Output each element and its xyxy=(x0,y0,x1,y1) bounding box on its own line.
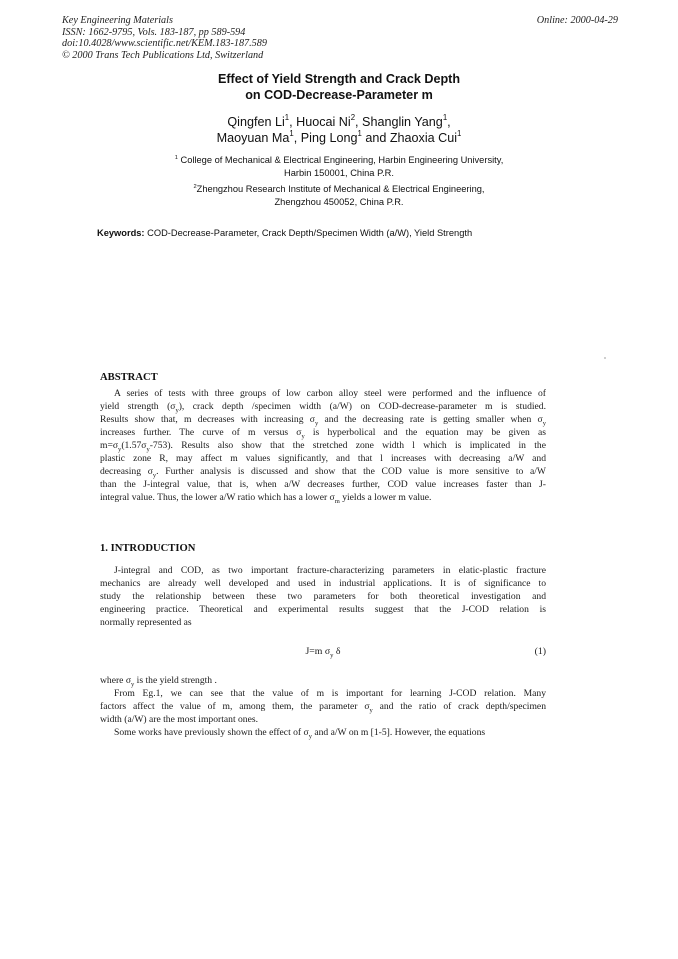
journal-name: Key Engineering Materials xyxy=(62,15,173,26)
author-affil-mark: 1 xyxy=(289,129,294,139)
text-line: than the J-integral value, that is, when a/W decreases further, COD value increases faster than J- xyxy=(100,478,546,490)
author-affil-mark: 2 xyxy=(350,113,356,123)
affiliation-line: College of Mechanical & Electrical Engineering, Harbin Engineering University, xyxy=(180,155,504,165)
title-line-2: on COD-Decrease-Parameter m xyxy=(245,88,433,102)
text-line: mechanics are already well developed and used in industrial applications. It is of significance to xyxy=(100,577,546,589)
abstract-body xyxy=(100,388,546,505)
author-affil-mark: 1 xyxy=(442,113,448,123)
text-line: From Eg.1, we can see that the value of m is important for learning J-COD relation. Many xyxy=(114,687,546,699)
introduction-heading: 1. INTRODUCTION xyxy=(100,543,196,554)
text-line: width (a/W) are the most important ones. xyxy=(100,713,258,725)
text-line: normally represented as xyxy=(100,616,192,628)
affiliation-mark: 2 xyxy=(193,183,197,190)
keywords-label: Keywords: xyxy=(97,228,145,238)
text-line: $m=\sigma_y(1.57\sigma_y-753)$. Results also show that the stretched zone width l which is implicated in the xyxy=(100,439,546,453)
author-affil-mark: 1 xyxy=(357,129,362,139)
equation-number: (1) xyxy=(534,646,546,657)
author-affil-mark: 1 xyxy=(457,129,462,139)
paper-title xyxy=(0,71,678,103)
text-line: engineering practice. Theoretical and experimental results suggest that the J-COD relation is xyxy=(100,603,546,615)
affiliation-mark: 1 xyxy=(174,154,178,161)
affiliation-line: Zhengzhou Research Institute of Mechanical & Electrical Engineering, xyxy=(196,184,485,194)
online-date: Online: 2000-04-29 xyxy=(536,15,618,26)
author-line-2: Maoyuan Ma$^1$, Ping Long$^1$ and Zhaoxia Cui$^1$ xyxy=(216,129,462,145)
title-line-1: Effect of Yield Strength and Crack Depth xyxy=(217,72,461,86)
text-line: increases further. The curve of m versus $\sigma_y$ is hyperbolical and the equation may be given as xyxy=(100,426,547,440)
text-line: integral value. Thus, the lower a/W ratio which has a lower $\sigma_m$ yields a lower m value. xyxy=(100,491,432,505)
equation-1 xyxy=(100,645,546,659)
introduction-body-continued xyxy=(100,675,546,740)
text-line: Results show that, m decreases with increasing $\sigma_y$ and the decreasing rate is getting smaller when $\sigma_y$ xyxy=(100,413,546,427)
text-line: plastic zone R, may affect m values significantly, and that l increases with decreasing a/W and xyxy=(100,452,546,464)
introduction-body xyxy=(100,565,546,630)
abstract-heading: ABSTRACT xyxy=(100,372,158,383)
doi-line: doi:10.4028/www.scientific.net/KEM.183-187.589 xyxy=(62,38,267,50)
text-line: A series of tests with three groups of low carbon alloy steel were performed and the influence of xyxy=(114,388,546,399)
text-line: where $\sigma_y$ is the yield strength . xyxy=(100,675,217,688)
author-name: Qingfen Li xyxy=(227,115,285,129)
author-affil-mark: 1 xyxy=(284,113,290,123)
author-line-1: Qingfen Li$^1$, Huocai Ni$^2$, Shanglin Yang$^1$, xyxy=(227,113,451,129)
author-name: Ping Long xyxy=(300,131,358,145)
author-name: Shanglin Yang xyxy=(362,115,443,129)
affiliation-line: Zhengzhou 450052, China P.R. xyxy=(274,196,404,207)
author-list xyxy=(0,114,678,146)
affiliation-1 xyxy=(0,154,678,179)
author-name: Huocai Ni xyxy=(296,115,351,129)
text-line: J-integral and COD, as two important fracture-characterizing parameters in elatic-plastic fracture xyxy=(114,565,546,576)
text-line: yield strength $(\sigma_y)$, crack depth /specimen width (a/W) on COD-decrease-parameter m is studied. xyxy=(100,400,546,414)
text-line: Some works have previously shown the effect of $\sigma_y$ and a/W on m [1-5]. However, the equations xyxy=(114,726,486,740)
keywords-text: COD-Decrease-Parameter, Crack Depth/Specimen Width (a/W), Yield Strength xyxy=(147,228,473,238)
affiliation-2 xyxy=(0,183,678,208)
author-conjunction: and xyxy=(365,131,387,145)
issn-line: ISSN: 1662-9795, Vols. 183-187, pp 589-594 xyxy=(62,26,246,38)
text-line: factors affect the value of m, among them, the parameter $\sigma_y$ and the ratio of crack depth/specimen xyxy=(100,700,546,714)
scan-speck xyxy=(604,357,606,359)
text-line: decreasing $\sigma_y$. Further analysis is discussed and show that the COD value is more sensitive to a/W xyxy=(100,465,546,479)
equation-body: J=m $\sigma_y$ δ xyxy=(305,646,341,659)
affiliation-line: Harbin 150001, China P.R. xyxy=(284,167,394,178)
author-name: Zhaoxia Cui xyxy=(389,131,458,145)
copyright-line: © 2000 Trans Tech Publications Ltd, Switzerland xyxy=(62,49,264,61)
keywords xyxy=(97,227,597,239)
text-line: study the relationship between these two parameters for both theoretical investigation and xyxy=(100,590,546,602)
author-name: Maoyuan Ma xyxy=(216,131,290,145)
journal-header xyxy=(62,15,392,61)
